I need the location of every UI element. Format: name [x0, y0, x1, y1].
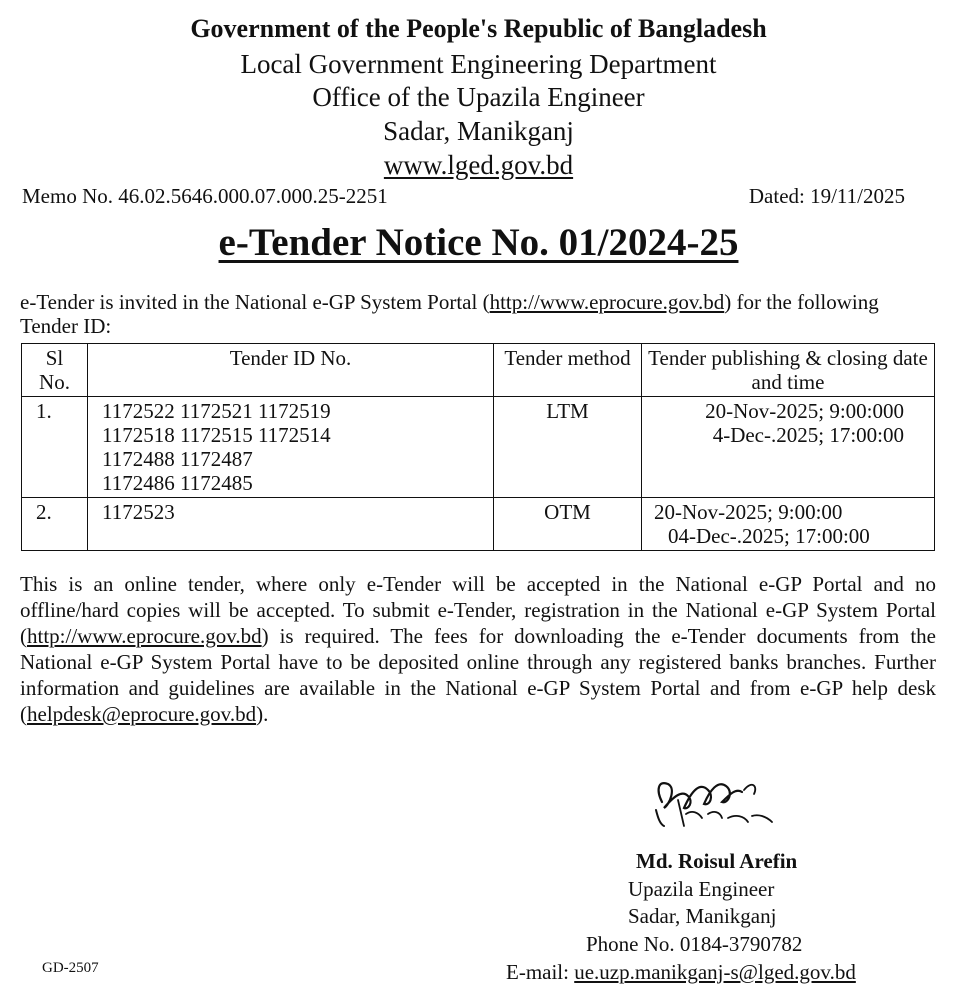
website-link[interactable]: www.lged.gov.bd	[383, 150, 574, 180]
table-row	[22, 498, 935, 551]
row-tender-ids	[88, 397, 494, 498]
signatory-email-line	[506, 959, 856, 986]
tender-id-line: 1172518 1172515 1172514	[102, 423, 331, 447]
closing-date: 4-Dec-.2025; 17:00:00	[712, 423, 904, 447]
row-dates	[642, 498, 935, 551]
instructions-part-3: ).	[256, 702, 269, 726]
office-location: Sadar, Manikganj	[383, 116, 574, 146]
department-name: Local Government Engineering Department	[240, 49, 717, 79]
signatory-location: Sadar, Manikganj	[628, 904, 777, 928]
eprocure-link[interactable]: http://www.eprocure.gov.bd	[489, 290, 725, 314]
tender-id-line: 1172488 1172487	[102, 447, 253, 471]
row-dates	[642, 397, 935, 498]
row-method: OTM	[494, 498, 642, 551]
signatory-name: Md. Roisul Arefin	[636, 849, 798, 873]
signatory-designation: Upazila Engineer	[628, 877, 775, 901]
closing-date: 04-Dec-.2025; 17:00:00	[668, 524, 870, 548]
header-tender-id: Tender ID No.	[88, 344, 494, 397]
memo-date: Dated: 19/11/2025	[748, 184, 905, 208]
handwritten-signature	[648, 760, 788, 835]
gd-code: GD-2507	[42, 960, 99, 976]
header-method: Tender method	[494, 344, 642, 397]
publishing-date: 20-Nov-2025; 9:00:00	[654, 500, 843, 524]
row-tender-ids	[88, 498, 494, 551]
intro-paragraph	[20, 290, 936, 338]
instructions-part-2: ) is required. The fees for downloading the e-Tender documents from the National e-GP System Portal have to be deposited online through any registered banks branches. Further information and guidelines are available in the National e-GP System Portal and from e-GP help desk (	[20, 624, 936, 726]
office-name: Office of the Upazila Engineer	[312, 82, 645, 112]
tender-table	[21, 343, 935, 551]
intro-text-start: e-Tender is invited in the National e-GP System Portal (	[20, 290, 490, 314]
signatory-phone: Phone No. 0184-3790782	[586, 932, 803, 956]
row-method: LTM	[494, 397, 642, 498]
email-label: E-mail:	[506, 960, 575, 984]
signatory-email-link[interactable]: ue.uzp.manikganj-s@lged.gov.bd	[574, 960, 856, 984]
table-header-row	[22, 344, 935, 397]
row-sl: 2.	[22, 498, 88, 551]
memo-number: Memo No. 46.02.5646.000.07.000.25-2251	[22, 184, 388, 208]
eprocure-link-2[interactable]: http://www.eprocure.gov.bd	[27, 624, 262, 648]
notice-title: e-Tender Notice No. 01/2024-25	[218, 221, 739, 264]
instructions-part-1: This is an online tender, where only e-Tender will be accepted in the National e-GP Portal and no offline/hard copies will be accepted. To submit e-Tender, registration in the National e-GP System Portal (	[20, 572, 936, 648]
helpdesk-email-link[interactable]: helpdesk@eprocure.gov.bd	[27, 702, 257, 726]
tender-id-line: 1172486 1172485	[102, 471, 253, 495]
tender-id-line: 1172523	[102, 500, 175, 524]
intro-text-end: ) for the following Tender ID:	[20, 290, 879, 338]
row-sl: 1.	[22, 397, 88, 498]
government-heading: Government of the People's Republic of Bangladesh	[190, 14, 767, 43]
header-sl: Sl No.	[22, 344, 88, 397]
instructions-paragraph	[20, 571, 936, 727]
table-row	[22, 397, 935, 498]
tender-id-line: 1172522 1172521 1172519	[102, 399, 331, 423]
publishing-date: 20-Nov-2025; 9:00:000	[705, 399, 904, 423]
header-dates: Tender publishing & closing date and time	[642, 344, 935, 397]
